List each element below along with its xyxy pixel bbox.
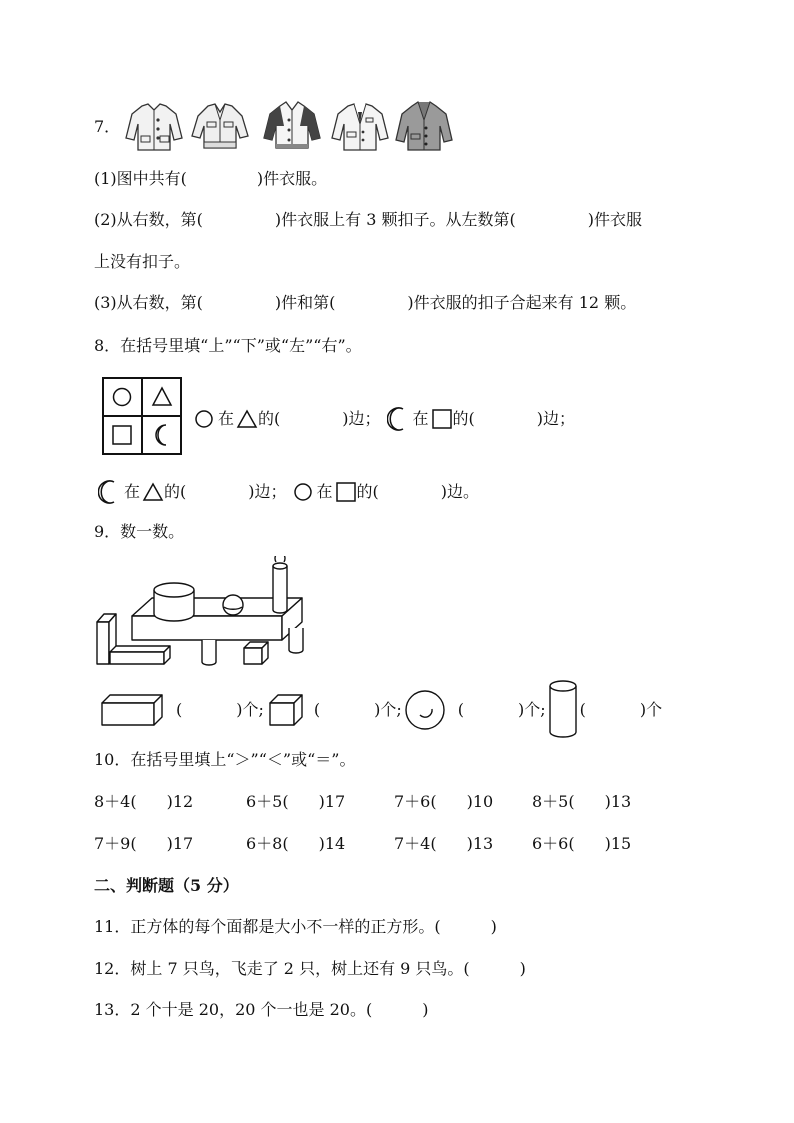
expression: 7＋9( — [94, 834, 137, 853]
triangle-icon — [236, 409, 258, 429]
close-paren: ) — [422, 1000, 429, 1019]
bian-label: )边； — [248, 482, 287, 501]
triangle-icon — [153, 388, 171, 405]
bian-label: )边。 — [440, 482, 480, 501]
moon-icon — [156, 425, 166, 445]
expression: 8＋5( — [532, 792, 575, 811]
comparand: )10 — [466, 792, 494, 811]
paren-open: ( — [313, 700, 321, 719]
q12-text: 12．树上 7 只鸟，飞走了 2 只，树上还有 9 只鸟。( — [94, 959, 470, 978]
comparand: )13 — [604, 792, 632, 811]
bian-label: )边； — [342, 409, 381, 428]
q7-part2 — [94, 210, 642, 230]
de-label: 的( — [164, 482, 187, 501]
ge-label: )个 — [639, 700, 663, 719]
zai-label: 在 — [124, 482, 141, 501]
q7-part1-prefix: (1)图中共有( — [94, 169, 187, 188]
zai-label: 在 — [412, 409, 429, 428]
paren-open: ( — [176, 700, 183, 719]
expression: 7＋6( — [394, 792, 437, 811]
q8-title: 8．在括号里填“上”“下”或“左”“右”。 — [94, 336, 362, 355]
q8-line2 — [98, 480, 479, 504]
suit-jacket-icon — [394, 100, 454, 154]
expression: 7＋4( — [394, 834, 437, 853]
section-title: 二、判断题（5 分） — [94, 876, 239, 895]
q7-part3-suffix: )件衣服的扣子合起来有 12 颗。 — [407, 293, 637, 312]
cylinder-icon — [548, 680, 578, 740]
q7-part1-suffix: )件衣服。 — [256, 169, 328, 188]
shape-grid — [102, 377, 182, 455]
comparand: )17 — [166, 834, 194, 853]
circle-icon — [293, 482, 313, 502]
comparand: )12 — [166, 792, 194, 811]
q11 — [94, 917, 497, 937]
expression: 6＋8( — [246, 834, 289, 853]
expression: 6＋6( — [532, 834, 575, 853]
comparand: )13 — [466, 834, 494, 853]
ge-label: )个; — [236, 700, 264, 719]
de-label: 的( — [356, 482, 379, 501]
paren-open: ( — [457, 700, 465, 719]
q7-part2-prefix: (2)从右数，第( — [94, 210, 203, 229]
q10-item — [94, 834, 193, 854]
q7-part3 — [94, 293, 636, 313]
q7-part1 — [94, 169, 327, 189]
expression: 8＋4( — [94, 792, 137, 811]
moon-icon — [98, 480, 120, 504]
q11-text: 11．正方体的每个面都是大小不一样的正方形。( — [94, 917, 441, 936]
q7-part2-continuation: 上没有扣子。 — [94, 252, 191, 271]
moon-icon — [387, 407, 409, 431]
square-icon — [431, 409, 453, 429]
de-label: 的( — [258, 409, 281, 428]
zai-label: 在 — [218, 409, 235, 428]
q7-part2-suffix: )件衣服 — [587, 210, 643, 229]
q7-part3-middle: )件和第( — [274, 293, 336, 312]
jacket-icon — [190, 102, 250, 154]
cuboid-icon — [100, 693, 164, 727]
q9-count-row — [100, 686, 662, 734]
circle-icon — [114, 389, 131, 406]
coat-icon — [124, 102, 184, 154]
q10-item — [532, 834, 631, 854]
q10-item — [246, 834, 345, 854]
clothes-row — [124, 100, 454, 155]
de-label: 的( — [452, 409, 475, 428]
close-paren: ) — [490, 917, 497, 936]
blazer-icon — [330, 102, 390, 154]
q7-part3-prefix: (3)从右数，第( — [94, 293, 203, 312]
bian-label: )边； — [536, 409, 576, 428]
varsity-jacket-icon — [262, 100, 322, 154]
comparand: )14 — [318, 834, 346, 853]
q7-number: 7． — [94, 117, 121, 136]
close-paren: ) — [519, 959, 526, 978]
solid-shapes-scene — [94, 556, 310, 670]
q10-title: 10．在括号里填上“＞”“＜”或“＝”。 — [94, 750, 356, 769]
q10-item — [394, 792, 493, 812]
q13 — [94, 1000, 428, 1020]
paren-open: ( — [579, 700, 586, 719]
ge-label: )个; — [518, 700, 546, 719]
q10-item — [246, 792, 345, 812]
q13-text: 13．2 个十是 20，20 个一也是 20。( — [94, 1000, 373, 1019]
q7-part2-middle: )件衣服上有 3 颗扣子。从左数第( — [274, 210, 516, 229]
triangle-icon — [142, 482, 164, 502]
expression: 6＋5( — [246, 792, 289, 811]
comparand: )15 — [604, 834, 632, 853]
zai-label: 在 — [316, 482, 333, 501]
square-icon — [113, 426, 131, 444]
cube-icon — [268, 693, 304, 727]
q10-item — [94, 792, 193, 812]
sphere-icon — [404, 689, 446, 731]
comparand: )17 — [318, 792, 346, 811]
q8-line1 — [194, 407, 575, 431]
circle-icon — [194, 409, 214, 429]
q9-title: 9．数一数。 — [94, 522, 185, 541]
q12 — [94, 959, 526, 979]
square-icon — [335, 482, 357, 502]
ge-label: )个; — [374, 700, 402, 719]
q10-item — [532, 792, 631, 812]
q10-item — [394, 834, 493, 854]
